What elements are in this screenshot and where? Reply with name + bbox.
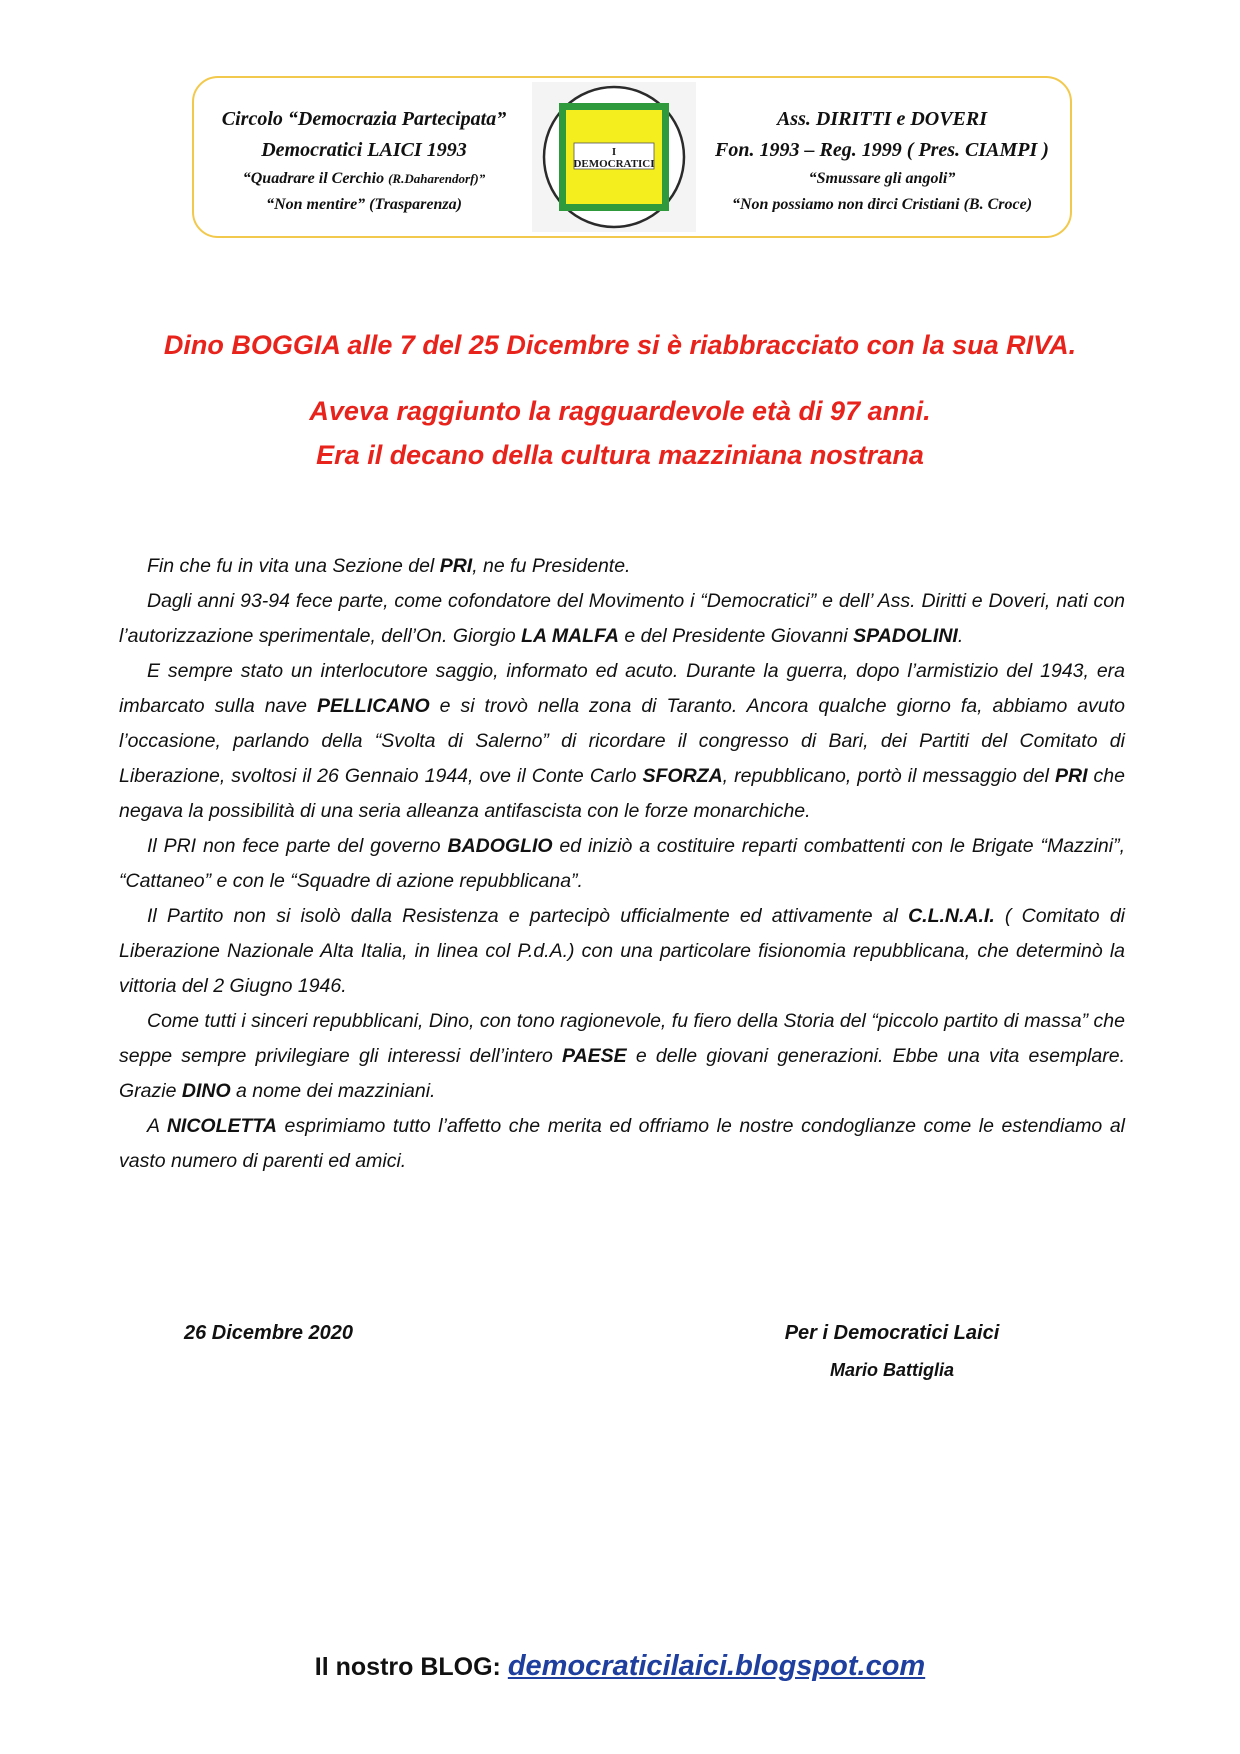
text-segment: , ne fu Presidente. bbox=[472, 555, 631, 577]
text-segment: Fin che fu in vita una Sezione del bbox=[147, 555, 440, 577]
right-line-1: Ass. DIRITTI e DOVERI bbox=[776, 108, 988, 130]
paragraph-1 bbox=[119, 549, 1125, 584]
text-segment: Come tutti i sinceri repubblicani, Dino, con tono ragionevole, fu fiero della Storia del “piccolo partito di massa” che seppe sempre privilegiare gli interessi dell’intero bbox=[119, 1010, 1125, 1067]
text-segment: E sempre stato un interlocutore saggio, informato ed acuto. Durante la guerra, dopo l’armistizio del 1943, era imbarcato sulla nave bbox=[119, 660, 1125, 717]
bold-term: PELLICANO bbox=[316, 695, 430, 717]
right-line-2: Fon. 1993 – Reg. 1999 ( Pres. CIAMPI ) bbox=[715, 139, 1049, 161]
title-line-3: Era il decano della cultura mazziniana nostrana bbox=[316, 440, 924, 470]
header-left-block bbox=[208, 104, 520, 218]
text-segment: A bbox=[147, 1115, 167, 1137]
text-segment: Dagli anni 93-94 fece parte, come cofondatore del Movimento i “Democratici” e dell’ Ass. Diritti e Doveri, nati con l’autorizzazione sperimentale, dell’On. Giorgio bbox=[119, 590, 1125, 647]
logo-text-line-1: I bbox=[611, 146, 617, 158]
header-right-block bbox=[706, 104, 1058, 212]
left-line-3-small: (R.Daharendorf)” bbox=[388, 171, 486, 186]
right-line-4: “Non possiamo non dirci Cristiani (B. Croce) bbox=[731, 196, 1033, 212]
bold-term: PRI bbox=[439, 555, 473, 577]
title-line-1: Dino BOGGIA alle 7 del 25 Dicembre si è riabbracciato con la sua RIVA. bbox=[163, 330, 1077, 360]
letter-body bbox=[119, 549, 1125, 1179]
bold-term: NICOLETTA bbox=[166, 1115, 277, 1137]
text-segment: ed iniziò a costituire reparti combattenti con le Brigate “Mazzini”, “Cattaneo” e con le “Squadre di azione repubblicana”. bbox=[119, 835, 1125, 892]
bold-term: DINO bbox=[181, 1080, 231, 1102]
bold-term: SFORZA bbox=[642, 765, 723, 787]
bold-term: PRI bbox=[1054, 765, 1088, 787]
paragraph-6 bbox=[119, 1004, 1125, 1109]
democratici-logo bbox=[532, 82, 696, 232]
left-line-3 bbox=[208, 166, 520, 192]
paragraph-5 bbox=[119, 899, 1125, 1004]
paragraph-3 bbox=[119, 654, 1125, 829]
blog-link[interactable]: democraticilaici.blogspot.com bbox=[507, 1650, 926, 1682]
signature-name: Mario Battiglia bbox=[829, 1360, 954, 1380]
text-segment: e del Presidente Giovanni bbox=[618, 625, 854, 647]
left-line-2: Democratici LAICI 1993 bbox=[261, 139, 467, 161]
text-segment: e delle giovani generazioni. Ebbe una vita esemplare. Grazie bbox=[119, 1045, 1125, 1102]
bold-term: C.L.N.A.I. bbox=[908, 905, 995, 927]
text-segment: a nome dei mazziniani. bbox=[230, 1080, 436, 1102]
text-segment: esprimiamo tutto l’affetto che merita ed offriamo le nostre condoglianze come le estendiamo al vasto numero di parenti ed amici. bbox=[119, 1115, 1125, 1172]
paragraph-7 bbox=[119, 1109, 1125, 1179]
header-box bbox=[192, 76, 1072, 238]
right-line-3: “Smussare gli angoli” bbox=[808, 170, 956, 187]
title-line-2: Aveva raggiunto la ragguardevole età di 97 anni. bbox=[309, 396, 931, 426]
left-line-1: Circolo “Democrazia Partecipata” bbox=[221, 108, 507, 130]
text-segment: e si trovò nella zona di Taranto. Ancora qualche giorno fa, abbiamo avuto l’occasione, parlando della “Svolta di Salerno” di ricordare il congresso di Bari, dei Partiti del Comitato di Liberazione, svoltosi il 26 Gennaio 1944, ove il Conte Carlo bbox=[119, 695, 1125, 787]
text-segment: , repubblicano, portò il messaggio del bbox=[722, 765, 1055, 787]
footer-label: Il nostro BLOG: bbox=[314, 1653, 508, 1681]
signature-organization: Per i Democratici Laici bbox=[784, 1322, 1000, 1344]
logo-text-line-2: DEMOCRATICI bbox=[573, 158, 655, 170]
left-line-3-main: “Quadrare il Cerchio bbox=[242, 170, 389, 187]
letter-date: 26 Dicembre 2020 bbox=[184, 1322, 354, 1344]
paragraph-2 bbox=[119, 584, 1125, 654]
bold-term: BADOGLIO bbox=[447, 835, 553, 857]
text-segment: Il Partito non si isolò dalla Resistenza e partecipò ufficialmente ed attivamente al bbox=[147, 905, 909, 927]
bold-term: SPADOLINI bbox=[853, 625, 958, 647]
footer-blog bbox=[0, 1650, 1240, 1683]
text-segment: che negava la possibilità di una seria alleanza antifascista con le forze monarchiche. bbox=[119, 765, 1126, 822]
text-segment: Il PRI non fece parte del governo bbox=[147, 835, 448, 857]
bold-term: PAESE bbox=[562, 1045, 627, 1067]
text-segment: ( Comitato di Liberazione Nazionale Alta Italia, in linea col P.d.A.) con una particolare fisionomia repubblicana, che determinò la vittoria del 2 Giugno 1946. bbox=[119, 905, 1125, 997]
logo-text bbox=[532, 146, 696, 170]
left-line-4: “Non mentire” (Trasparenza) bbox=[266, 196, 462, 213]
text-segment: . bbox=[957, 625, 964, 647]
paragraph-4 bbox=[119, 829, 1125, 899]
bold-term: LA MALFA bbox=[521, 625, 619, 647]
